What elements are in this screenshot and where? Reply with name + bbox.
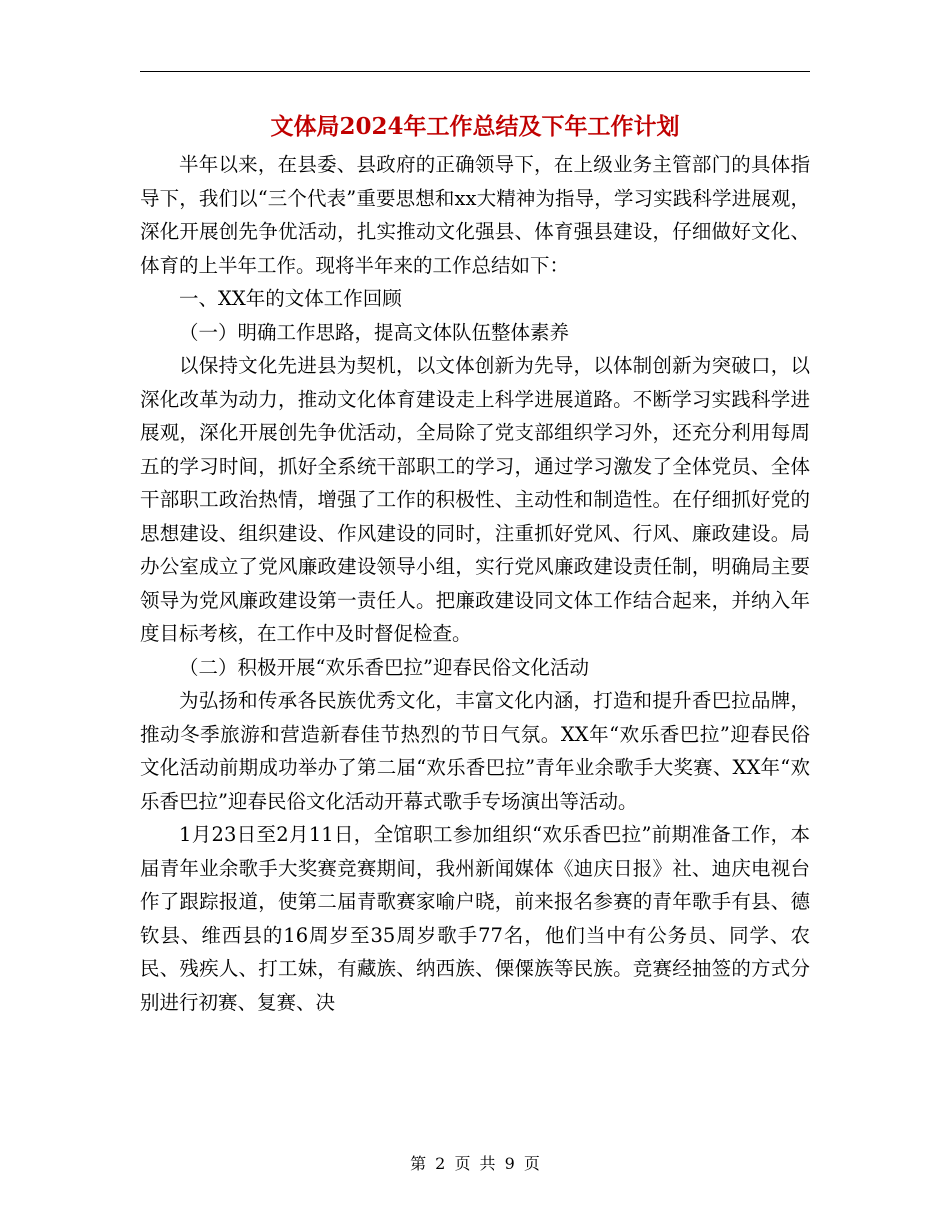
paragraph-intro: 半年以来，在县委、县政府的正确领导下，在上级业务主管部门的具体指导下，我们以“三个代表”重要思想和xx大精神为指导，学习实践科学进展观，深化开展创先争优活动，扎实推动文化强县、体育强县建设，仔细做好文化、体育的上半年工作。现将半年来的工作总结如下： [140, 153, 810, 277]
paragraph-singer-contest: 1月23日至2月11日，全馆职工参加组织“欢乐香巴拉”前期准备工作，本届青年业余歌手大奖赛竞赛期间，我州新闻媒体《迪庆日报》社、迪庆电视台作了跟踪报道，使第二届青歌赛家喻户晓，前来报名参赛的青年歌手有县、德钦县、维西县的16周岁至35周岁歌手77名，他们当中有公务员、同学、农民、残疾人、打工妹，有藏族、纳西族、傈僳族等民族。竞赛经抽签的方式分别进行初赛、复赛、决 [140, 823, 810, 1014]
document-title: 文体局2024年工作总结及下年工作计划 [270, 113, 680, 140]
paragraph-folk-culture: 为弘扬和传承各民族优秀文化，丰富文化内涵，打造和提升香巴拉品牌，推动冬季旅游和营造新春佳节热烈的节日气氛。XX年“欢乐香巴拉”迎春民俗文化活动前期成功举办了第二届“欢乐香巴拉”青年业余歌手大奖赛、XX年“欢乐香巴拉”迎春民俗文化活动开幕式歌手专场演出等活动。 [140, 689, 810, 813]
section-heading-1: 一、XX年的文体工作回顾 [179, 287, 402, 310]
paragraph-work-ideas: 以保持文化先进县为契机，以文体创新为先导，以体制创新为突破口，以深化改革为动力，推动文化体育建设走上科学进展道路。不断学习实践科学进展观，深化开展创先争优活动，全局除了党支部组织学习外，还充分利用每周五的学习时间，抓好全系统干部职工的学习，通过学习激发了全体党员、全体干部职工政治热情，增强了工作的积极性、主动性和制造性。在仔细抓好党的思想建设、组织建设、作风建设的同时，注重抓好党风、行风、廉政建设。局办公室成立了党风廉政建设领导小组，实行党风廉政建设责任制，明确局主要领导为党风廉政建设第一责任人。把廉政建设同文体工作结合起来，并纳入年度目标考核，在工作中及时督促检查。 [140, 354, 810, 645]
subsection-heading-2: （二）积极开展“欢乐香巴拉”迎春民俗文化活动 [179, 655, 589, 679]
subsection-heading-1: （一）明确工作思路，提高文体队伍整体素养 [179, 320, 570, 344]
header-rule [140, 71, 810, 72]
document-body [140, 148, 810, 1019]
page-number: 第 2 页 共 9 页 [410, 1154, 540, 1173]
